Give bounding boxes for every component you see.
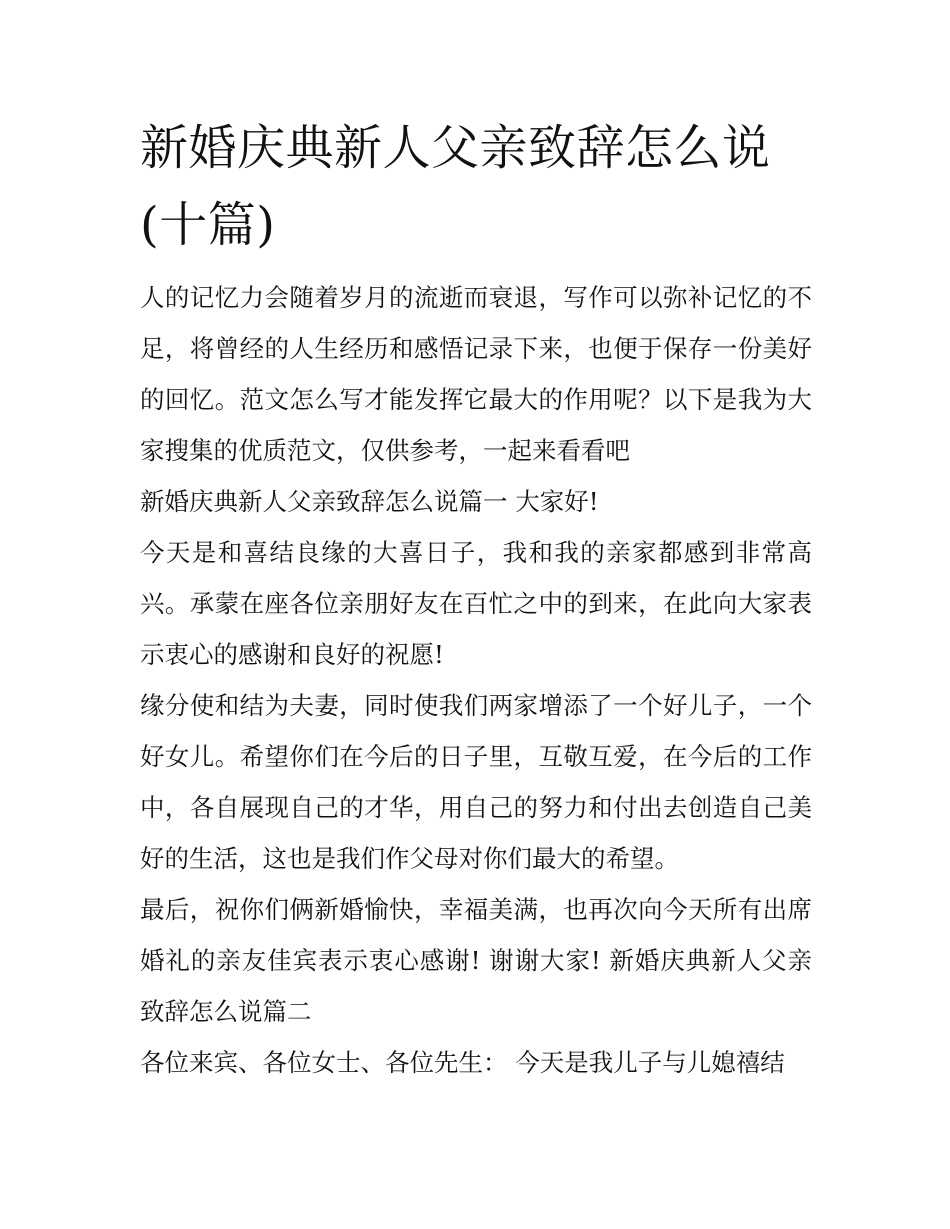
document-page [140, 110, 812, 1088]
body-paragraph: 今天是和喜结良缘的大喜日子，我和我的亲家都感到非常高兴。承蒙在座各位亲朋好友在百忙之中的到来，在此向大家表示衷心的感谢和良好的祝愿! [140, 538, 812, 669]
body-paragraph: 缘分使和结为夫妻，同时使我们两家增添了一个好儿子，一个好女儿。希望你们在今后的日子里，互敬互爱，在今后的工作中，各自展现自己的才华，用自己的努力和付出去创造自己美好的生活，这也是我们作父母对你们最大的希望。 [140, 691, 812, 873]
intro-paragraph: 人的记忆力会随着岁月的流逝而衰退，写作可以弥补记忆的不足，将曾经的人生经历和感悟记录下来，也便于保存一份美好的回忆。范文怎么写才能发挥它最大的作用呢？以下是我为大家搜集的优质范文，仅供参考，一起来看看吧 [140, 283, 812, 465]
section-one-heading: 新婚庆典新人父亲致辞怎么说篇一 大家好! [140, 487, 599, 516]
body-paragraph: 各位来宾、各位女士、各位先生： 今天是我儿子与儿媳禧结 [140, 1048, 785, 1077]
document-title: 新婚庆典新人父亲致辞怎么说(十篇) [140, 120, 771, 253]
body-paragraph: 最后，祝你们俩新婚愉快，幸福美满，也再次向今天所有出席婚礼的亲友佳宾表示衷心感谢! 谢谢大家! 新婚庆典新人父亲致辞怎么说篇二 [140, 895, 812, 1026]
